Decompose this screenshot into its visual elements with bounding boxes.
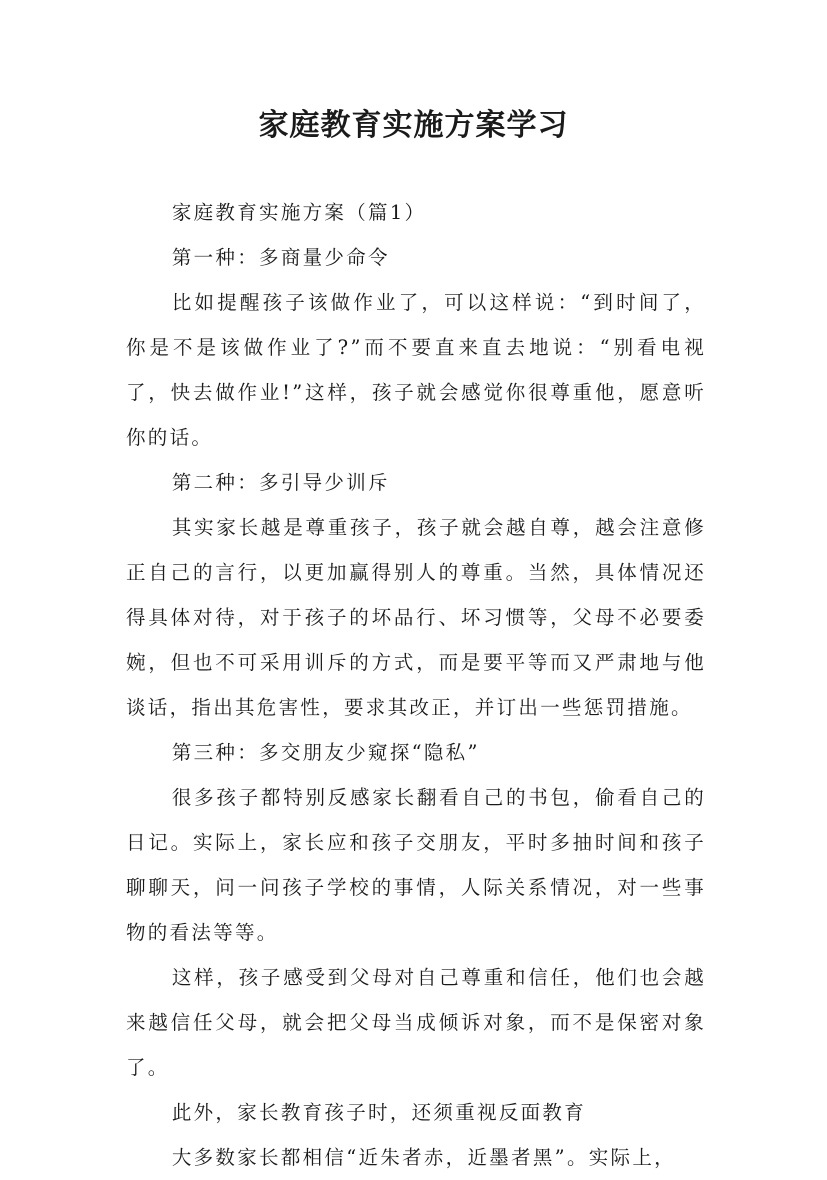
subheading-1: 第一种：多商量少命令: [171, 246, 390, 269]
paragraph-4: 这样，孩子感受到父母对自己尊重和信任，他们也会越来越信任父母，就会把父母当成倾诉对象，而不是保密对象了。: [126, 966, 706, 1079]
paragraph-3: 很多孩子都特别反感家长翻看自己的书包，偷看自己的日记。实际上，家长应和孩子交朋友，平时多抽时间和孩子聊聊天，问一问孩子学校的事情，人际关系情况，对一些事物的看法等等。: [126, 786, 706, 944]
subheading-2: 第二种：多引导少训斥: [171, 471, 390, 494]
subheading-3: 第三种：多交朋友少窥探“隐私”: [171, 741, 480, 764]
document-title: 家庭教育实施方案学习: [258, 108, 569, 143]
paragraph-2: 其实家长越是尊重孩子，孩子就会越自尊，越会注意修正自己的言行，以更加赢得别人的尊重。当然，具体情况还得具体对待，对于孩子的坏品行、坏习惯等，父母不必要委婉，但也不可采用训斥的方式，而是要平等而又严肃地与他谈话，指出其危害性，要求其改正，并订出一些惩罚措施。: [126, 516, 706, 719]
section-heading: 家庭教育实施方案（篇1）: [171, 201, 427, 224]
document-body: [126, 190, 706, 1180]
paragraph-6: 大多数家长都相信“近朱者赤，近墨者黑”。实际上，: [171, 1146, 676, 1169]
paragraph-5: 此外，家长教育孩子时，还须重视反面教育: [171, 1101, 587, 1124]
paragraph-1: 比如提醒孩子该做作业了，可以这样说：“到时间了，你是不是该做作业了?”而不要直来直去地说：“别看电视了，快去做作业!”这样，孩子就会感觉你很尊重他，愿意听你的话。: [126, 291, 706, 449]
